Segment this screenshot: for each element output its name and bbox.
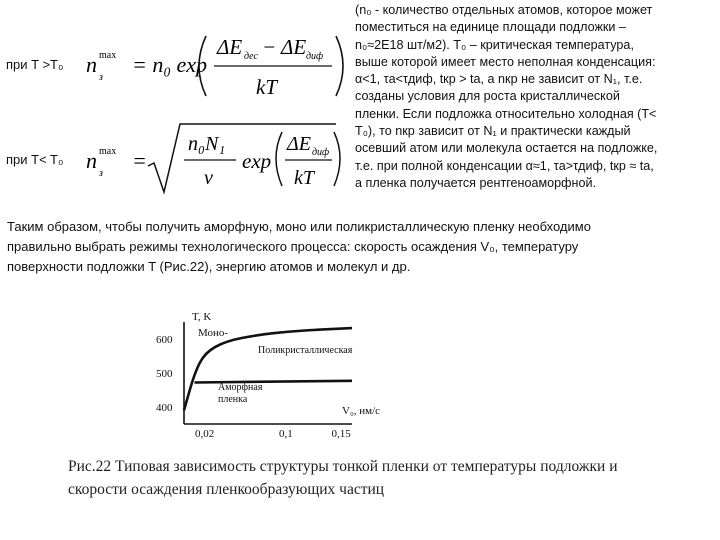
formula1-lhs-sup: max [99,50,117,61]
note-line: а пленка получается рентгеноаморфной. [355,175,597,190]
note-line: осевший атом или молекула остается на подложке, [355,141,658,156]
y-tick-label: 500 [156,368,173,380]
y-tick-label: 600 [156,334,173,346]
note-line: пленки. Если подложка относительно холодная (T< [355,106,657,121]
note-line: т.е. при полной конденсации α≈1, τа>τдиф, tкр ≈ tа, [355,158,654,173]
y-axis-label: T, K [192,311,212,323]
series-mono-poly-curve [184,328,352,410]
condition-high-temp: при T >T₀ [6,57,64,72]
y-tick-label: 400 [156,402,173,414]
note-line: α<1, τа<τдиф, tкр > tа, а nкр не зависит от N₁, т.е. [355,72,643,87]
formula1-den: kT [256,75,277,99]
formula1-minus: − ΔE [262,35,307,59]
formula2-den: kT [294,167,314,189]
formula2-frac-den: ν [204,167,213,189]
note-line: n₀≈2E18 шт/м2). T₀ – критическая температура, [355,37,634,52]
structure-chart [140,308,420,448]
region-label-mono: Моно- [198,327,229,339]
region-label-amorphous-1: Аморфная [218,382,263,393]
figure-caption [68,455,716,501]
formula2-frac-num: n₀N₁ [188,133,226,155]
region-label-poly: Поликристаллическая [258,345,353,356]
formula-low-temp [84,118,346,203]
formula1-num-sub2: диф [306,51,324,62]
caption-line: Рис.22 Типовая зависимость структуры тонкой пленки от температуры подложки и [68,458,618,475]
body-paragraph [7,217,712,277]
condition-low-temp: при T< T₀ [6,152,64,167]
paragraph-line: правильно выбрать режимы технологического процесса: скорость осаждения V₀, температуру [7,239,579,254]
x-axis-label: V₀, нм/с [342,405,381,417]
note-line: (n₀ - количество отдельных атомов, которое может [355,3,653,17]
formula-explanation [355,2,715,192]
region-label-amorphous-2: пленка [218,394,248,405]
formula1-eq: = n₀ exp [132,52,208,77]
formula1-num: ΔE [217,35,243,59]
formula-high-temp [84,22,346,117]
paragraph-line: Таким образом, чтобы получить аморфную, моно или поликристаллическую пленку необходимо [7,219,591,234]
note-line: T₀), то nкр зависит от N₁ и практически каждый [355,124,631,139]
formula2-lhs-sub: з [99,168,103,179]
x-tick-label: 0,15 [331,428,351,440]
formula1-lhs: n [86,52,97,77]
formula2-exp: exp [242,149,272,173]
formula1-lhs-sub: з [99,72,103,83]
x-tick-label: 0,1 [279,428,293,440]
formula2-eq: = [132,148,147,173]
formula2-lhs: n [86,148,97,173]
formula2-num: ΔE [287,133,311,155]
formula1-num-sub1: дес [244,51,258,62]
caption-line: скорости осаждения пленкообразующих частиц [68,481,385,498]
formula2-lhs-sup: max [99,146,117,157]
formula2-num-sub: диф [312,147,330,158]
paragraph-line: поверхности подложки T (Рис.22), энергию атомов и молекул и др. [7,259,411,274]
note-line: поместиться на единице площади подложки – [355,20,626,35]
x-tick-label: 0,02 [195,428,215,440]
note-line: выше которой имеет место неполная конденсация: [355,54,656,69]
note-line: созданы условия для роста кристаллической [355,89,620,104]
